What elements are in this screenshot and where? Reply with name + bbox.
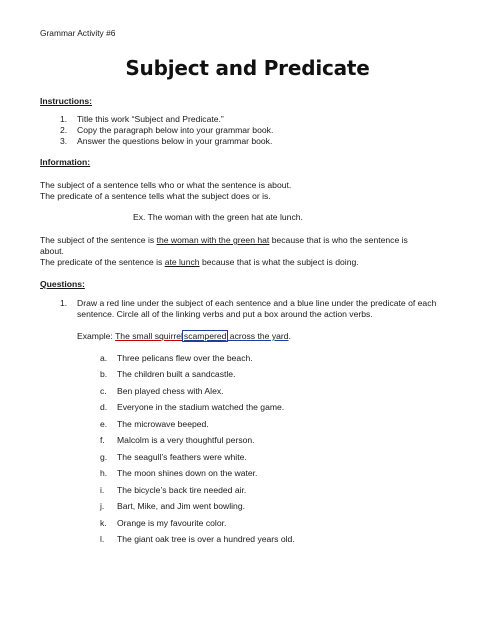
- subject-explanation-continued: about.: [40, 246, 64, 256]
- sentence-item: The giant oak tree is over a hundred years old.: [117, 534, 295, 544]
- information-line: The predicate of a sentence tells what the subject does or is.: [40, 191, 271, 201]
- question-number: 1.: [60, 298, 68, 308]
- sentence-letter: c.: [100, 386, 107, 396]
- sentence-item: Everyone in the stadium watched the game.: [117, 402, 285, 412]
- sentence-letter: a.: [100, 353, 108, 363]
- subject-explanation-start: The subject of the sentence is: [40, 235, 157, 245]
- sentence-letter: l.: [100, 534, 105, 544]
- question-example: [77, 331, 291, 342]
- instructions-heading: Instructions:: [40, 96, 93, 106]
- sentence-letter: d.: [100, 402, 108, 412]
- sentence-letter: g.: [100, 452, 108, 462]
- instruction-item: Copy the paragraph below into your grammar book.: [77, 125, 274, 135]
- instruction-item: Answer the questions below in your grammar book.: [77, 136, 273, 146]
- subject-explanation: [40, 235, 408, 246]
- predicate-explanation-end: because that is what the subject is doing.: [199, 257, 359, 267]
- sentence-letter: i.: [100, 485, 105, 495]
- sentence-item: Bart, Mike, and Jim went bowling.: [117, 501, 246, 511]
- subject-explanation-end: because that is who the sentence is: [269, 235, 408, 245]
- predicate-explanation: [40, 257, 359, 268]
- instruction-number: 2.: [60, 125, 68, 135]
- example-action-verb-box: scampered: [183, 331, 227, 341]
- instruction-number: 1.: [60, 114, 68, 124]
- sentence-item: The moon shines down on the water.: [117, 468, 258, 478]
- sentence-letter: j.: [100, 501, 105, 511]
- sentence-item: The bicycle’s back tire needed air.: [117, 485, 247, 495]
- page-title: Subject and Predicate: [125, 56, 370, 80]
- sentence-item: The microwave beeped.: [117, 419, 209, 429]
- sentence-item: Three pelicans flew over the beach.: [117, 353, 253, 363]
- instruction-item: Title this work “Subject and Predicate.”: [77, 114, 224, 124]
- subject-example-underlined: the woman with the green hat: [156, 235, 270, 245]
- question-line: Draw a red line under the subject of each sentence and a blue line under the predicate of each: [77, 298, 437, 308]
- sentence-letter: h.: [100, 468, 108, 478]
- sentence-letter: k.: [100, 518, 107, 528]
- sentence-letter: f.: [100, 435, 105, 445]
- sentence-item: The children built a sandcastle.: [117, 369, 236, 379]
- example-label: Example:: [77, 331, 116, 341]
- example-subject: The small squirrel: [115, 331, 183, 341]
- example-predicate-rest: across the yard: [227, 331, 289, 341]
- information-example: Ex. The woman with the green hat ate lunch.: [133, 212, 303, 222]
- sentence-item: Orange is my favourite color.: [117, 518, 227, 528]
- page-header: Grammar Activity #6: [40, 28, 116, 38]
- instruction-number: 3.: [60, 136, 68, 146]
- sentence-letter: e.: [100, 419, 108, 429]
- sentence-item: Malcolm is a very thoughtful person.: [117, 435, 255, 445]
- predicate-example-underlined: ate lunch: [164, 257, 200, 267]
- question-line: sentence. Circle all of the linking verbs and put a box around the action verbs.: [77, 309, 373, 319]
- example-period: .: [288, 331, 291, 341]
- predicate-explanation-start: The predicate of the sentence is: [40, 257, 165, 267]
- information-line: The subject of a sentence tells who or what the sentence is about.: [40, 180, 292, 190]
- information-heading: Information:: [40, 157, 91, 167]
- sentence-letter: b.: [100, 369, 108, 379]
- sentence-item: Ben played chess with Alex.: [117, 386, 224, 396]
- questions-heading: Questions:: [40, 279, 85, 289]
- sentence-item: The seagull’s feathers were white.: [117, 452, 247, 462]
